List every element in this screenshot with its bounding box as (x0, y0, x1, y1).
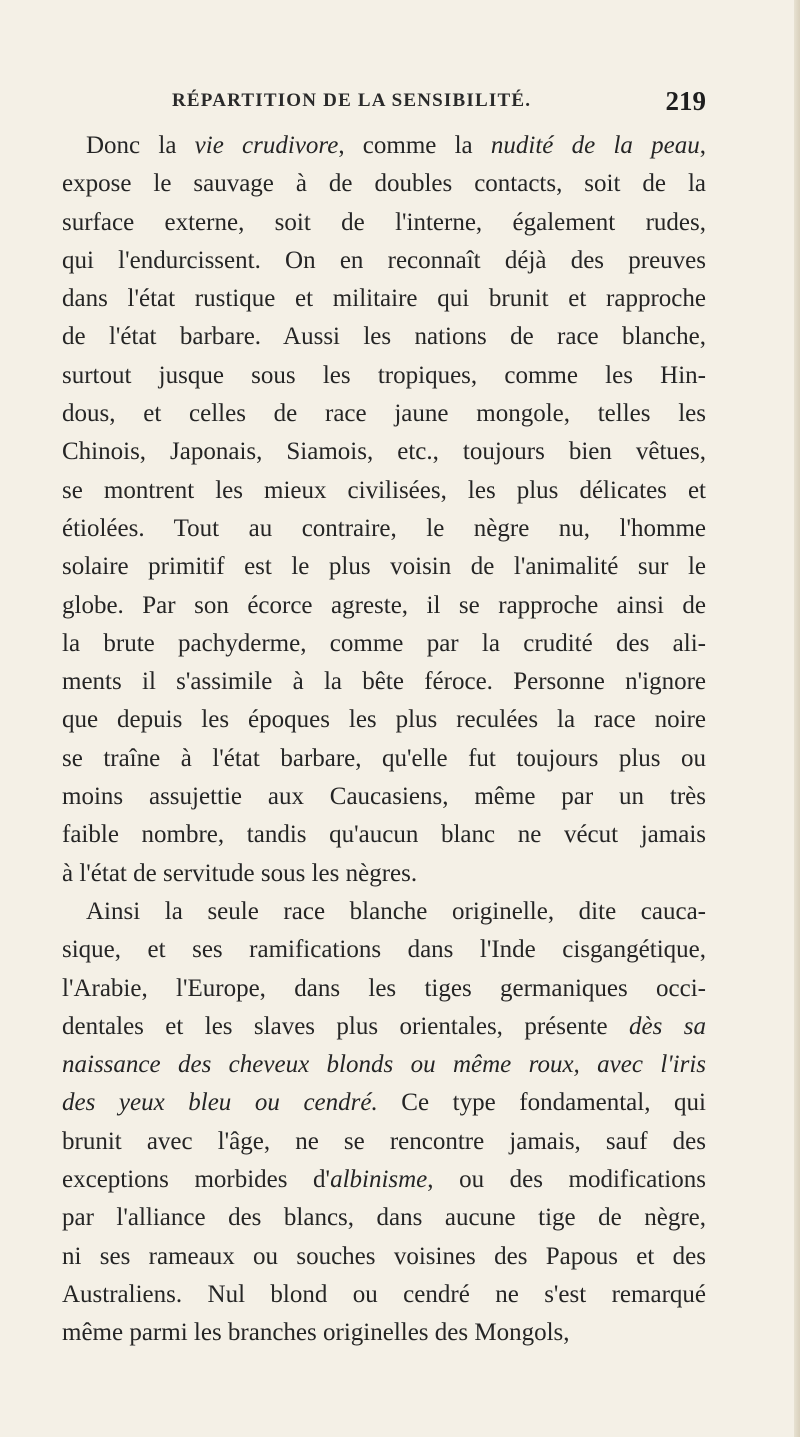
italic-text: vie crudivore (194, 132, 339, 159)
running-title: RÉPARTITION DE LA SENSIBILITÉ. (172, 90, 532, 111)
text-line (62, 816, 706, 854)
text-line (62, 204, 706, 242)
text-run: surtout jusque sous les tropiques, comme les Hin- (62, 361, 706, 389)
text-line (62, 1161, 706, 1199)
text-line (62, 1046, 706, 1084)
italic-text: naissance des cheveux blonds ou même roux, avec l'iris (62, 1051, 706, 1079)
text-run: moins assujettie aux Caucasiens, même par un très (62, 783, 706, 811)
text-line (62, 1276, 706, 1314)
text-line (62, 395, 706, 433)
text-run: que depuis les époques les plus reculées la race noire (62, 706, 706, 734)
text-run: la brute pachyderme, comme par la crudité des ali- (62, 629, 706, 657)
text-run: faible nombre, tandis qu'aucun blanc ne vécut jamais (62, 821, 706, 849)
paragraph (62, 893, 706, 1353)
text-line (62, 740, 706, 778)
text-run: dentales et les slaves plus orientales, présente (62, 1012, 630, 1040)
text-line (62, 357, 706, 395)
text-run: ments il s'assimile à la bête féroce. Personne n'ignore (62, 668, 706, 696)
text-run: brunit avec l'âge, ne se rencontre jamais, sauf des (62, 1127, 706, 1155)
text-run: à l'état de servitude sous les nègres. (62, 859, 418, 887)
page-number: 219 (665, 86, 706, 116)
text-line (62, 587, 706, 625)
text-run: ni ses rameaux ou souches voisines des Papous et des (62, 1242, 706, 1270)
text-line (62, 855, 706, 893)
text-run: par l'alliance des blancs, dans aucune tige de nègre, (62, 1204, 706, 1232)
text-line (62, 433, 706, 471)
text-run: , ou des modifications (427, 1166, 706, 1194)
text-line (62, 1008, 706, 1046)
text-line (62, 1123, 706, 1161)
text-run: Ainsi la seule race blanche originelle, dite cauca- (86, 897, 706, 925)
text-run: Australiens. Nul blond ou cendré ne s'est remarqué (62, 1280, 706, 1308)
running-header (172, 86, 706, 120)
text-run: sique, et ses ramifications dans l'Inde cisgangétique, (62, 936, 706, 964)
text-run: qui l'endurcissent. On en reconnaît déjà des preuves (62, 246, 706, 274)
text-line (62, 625, 706, 663)
text-line (62, 548, 706, 586)
italic-text: albinisme (330, 1166, 428, 1194)
text-line (62, 1084, 706, 1122)
text-run: , (699, 132, 706, 159)
text-line (62, 127, 706, 165)
text-line (62, 510, 706, 548)
text-line (62, 318, 706, 356)
paragraph (62, 127, 706, 893)
text-run: même parmi les branches originelles des Mongols, (62, 1319, 570, 1347)
text-line (62, 893, 706, 931)
text-line (62, 970, 706, 1008)
text-run: dous, et celles de race jaune mongole, telles les (62, 400, 706, 428)
text-run: Ce type fondamental, qui (377, 1089, 706, 1117)
text-run: l'Arabie, l'Europe, dans les tiges germaniques occi- (62, 974, 706, 1002)
text-run: se traîne à l'état barbare, qu'elle fut toujours plus ou (62, 744, 706, 772)
italic-text: nudité de la peau (490, 132, 700, 159)
italic-text: dès sa (629, 1012, 706, 1040)
text-run: , comme la (338, 132, 491, 159)
text-line (62, 663, 706, 701)
text-run: étiolées. Tout au contraire, le nègre nu, l'homme (62, 514, 706, 542)
text-line (62, 701, 706, 739)
text-run: se montrent les mieux civilisées, les plus délicates et (62, 476, 706, 504)
text-line (62, 1314, 706, 1352)
text-run: globe. Par son écorce agreste, il se rapproche ainsi de (62, 591, 706, 619)
text-run: Chinois, Japonais, Siamois, etc., toujours bien vêtues, (62, 438, 706, 466)
text-run: dans l'état rustique et militaire qui brunit et rapproche (62, 285, 706, 313)
text-line (62, 165, 706, 203)
text-line (62, 242, 706, 280)
text-run: surface externe, soit de l'interne, également rudes, (62, 208, 706, 236)
text-line (62, 778, 706, 816)
text-line (62, 1199, 706, 1237)
italic-text: des yeux bleu ou cendré. (62, 1089, 378, 1117)
text-line (62, 931, 706, 969)
body-text (62, 127, 706, 1353)
page-edge (794, 0, 800, 1437)
text-run: expose le sauvage à de doubles contacts, soit de la (62, 170, 706, 198)
text-line (62, 472, 706, 510)
text-run: exceptions morbides d' (62, 1166, 331, 1194)
text-line (62, 1238, 706, 1276)
text-run: Donc la (86, 132, 195, 159)
text-run: solaire primitif est le plus voisin de l'animalité sur le (62, 553, 706, 581)
text-line (62, 280, 706, 318)
text-run: de l'état barbare. Aussi les nations de race blanche, (62, 323, 706, 351)
